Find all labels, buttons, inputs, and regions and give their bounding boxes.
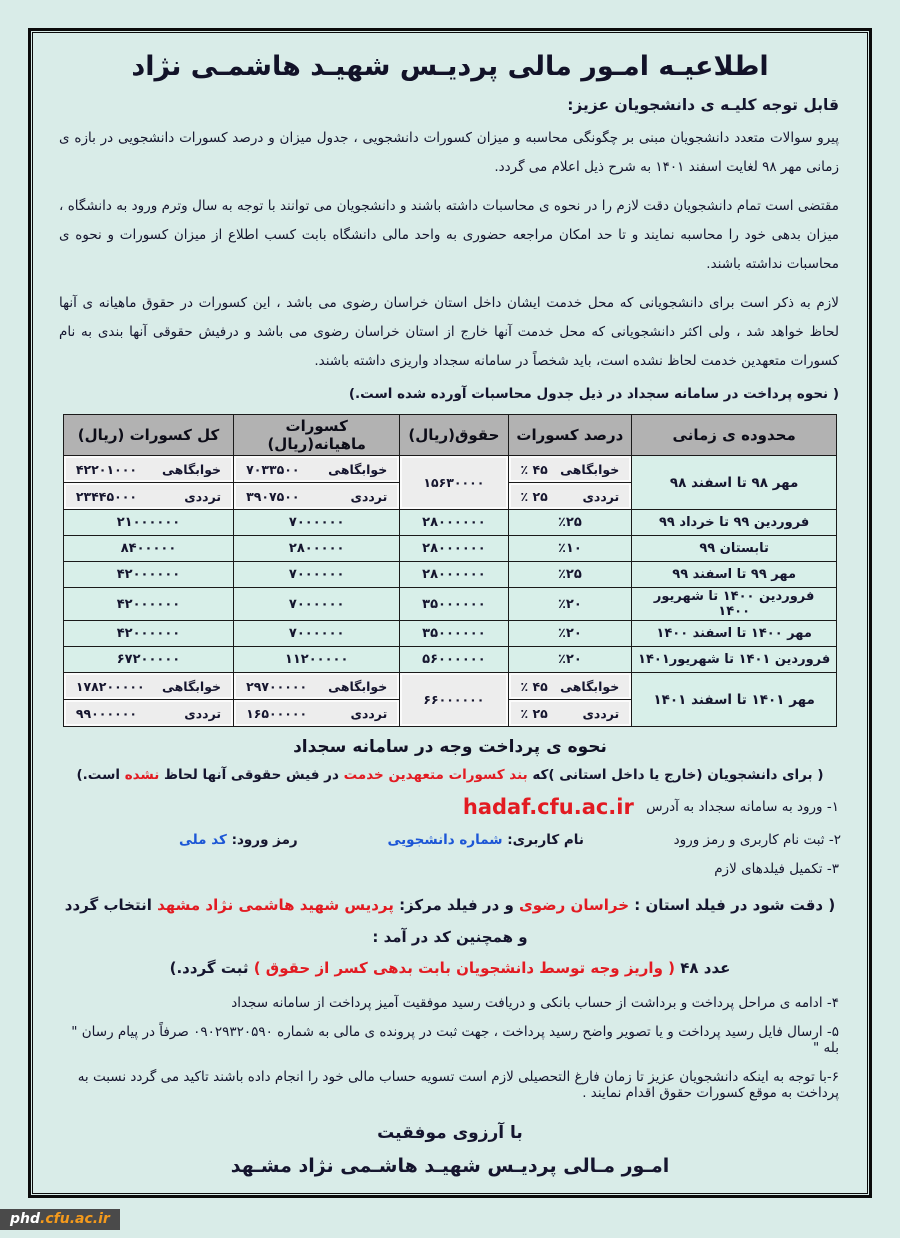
percent-cell xyxy=(508,588,632,621)
commute-label: ترددی xyxy=(184,488,222,504)
monthly-hostel-cell xyxy=(234,456,400,483)
hostel-label: خوابگاهی xyxy=(161,461,222,477)
monthly-cell: ۷۰۰۰۰۰۰ xyxy=(234,588,400,621)
total-value: ۹۹۰۰۰۰۰۰ xyxy=(75,705,137,721)
table-header-row xyxy=(63,415,836,456)
table-row xyxy=(63,647,836,673)
note-text: است.) xyxy=(76,767,125,784)
attention-code-description: ( واریز وجه توسط دانشجویان بابت بدهی کسر از حقوق ) xyxy=(253,959,675,978)
step-1-text: ۱- ورود به سامانه سجداد به آدرس xyxy=(646,799,839,816)
period-cell: تابستان ۹۹ xyxy=(632,536,837,562)
percent-cell xyxy=(508,510,632,536)
period-cell: مهر ۱۴۰۱ تا اسفند ۱۴۰۱ xyxy=(632,673,837,727)
total-value: ۴۲۲۰۱۰۰۰ xyxy=(75,461,137,477)
monthly-value: ۱۶۵۰۰۰۰۰ xyxy=(246,705,308,721)
paragraph-intro: پیرو سوالات متعدد دانشجویان مبنی بر چگونگی محاسبه و میزان کسورات دانشجویی ، جدول میزان و درصد کسورات دانشجویی در بازه ی زمانی مهر ۹۸ لغایت اسفند ۱۴۰۱ به شرح ذیل اعلام می گردد. xyxy=(59,130,839,176)
attention-center-value: پردیس شهید هاشمی نژاد مشهد xyxy=(157,896,394,915)
table-row xyxy=(63,456,836,483)
monthly-value: ۲۹۷۰۰۰۰۰ xyxy=(246,678,308,694)
percent-cell xyxy=(508,647,632,673)
step-4: ۴- ادامه ی مراحل پرداخت و برداشت از حساب بانکی و دریافت رسید موفقیت آمیز پرداخت از سامانه سجداد xyxy=(231,994,839,1011)
percent-value: ٪۱۰ xyxy=(557,541,582,557)
total-cell: ۴۲۰۰۰۰۰۰ xyxy=(63,588,233,621)
monthly-cell: ۲۸۰۰۰۰۰ xyxy=(234,536,400,562)
period-cell: فروردین ۱۴۰۱ تا شهریور۱۴۰۱ xyxy=(632,647,837,673)
footer-wish: با آرزوی موفقیت xyxy=(377,1122,523,1143)
monthly-cell: ۱۱۲۰۰۰۰۰ xyxy=(234,647,400,673)
commute-label: ترددی xyxy=(582,488,620,504)
note-text: در فیش حقوقی آنها لحاظ xyxy=(159,767,344,784)
hostel-label: خوابگاهی xyxy=(328,678,388,694)
attention-block xyxy=(59,890,841,985)
hostel-label: خوابگاهی xyxy=(161,678,222,694)
table-row xyxy=(63,562,836,588)
header-total: کل کسورات (ریال) xyxy=(63,415,233,456)
total-commute-cell xyxy=(63,700,233,727)
attention-text: انتخاب گردد و همچنین کد در آمد : xyxy=(64,896,528,946)
header-period: محدوده ی زمانی xyxy=(632,415,837,456)
salutation-line: قابل توجه کلیـه ی دانشجویان عزیز: xyxy=(567,96,839,114)
username-label: نام کاربری: xyxy=(507,832,584,849)
salary-cell: ۱۵۶۳۰۰۰۰ xyxy=(400,456,508,510)
percent-cell xyxy=(508,562,632,588)
monthly-value: ۷۰۳۳۵۰۰ xyxy=(246,461,300,477)
monthly-cell: ۷۰۰۰۰۰۰ xyxy=(234,562,400,588)
commute-label: ترددی xyxy=(184,705,222,721)
percent-cell xyxy=(508,621,632,647)
table-row xyxy=(63,673,836,700)
notice-content xyxy=(32,32,868,1194)
total-cell: ۴۲۰۰۰۰۰۰ xyxy=(63,562,233,588)
note-text: ( برای دانشجویان (خارج یا داخل استانی )که xyxy=(527,767,824,784)
salary-cell: ۲۸۰۰۰۰۰۰ xyxy=(400,562,508,588)
table-reference-note: ( نحوه پرداخت در سامانه سجداد در ذیل جدول محاسبات آورده شده است.) xyxy=(348,386,839,403)
password-value: کد ملی xyxy=(179,832,232,849)
note-red-deduction-clause: بند کسورات متعهدین خدمت xyxy=(343,767,528,784)
period-cell: فروردین ۹۹ تا خرداد ۹۹ xyxy=(632,510,837,536)
password-field-info xyxy=(179,832,298,848)
commute-label: ترددی xyxy=(582,705,620,721)
percent-value: ٪ ۴۵ xyxy=(520,461,548,477)
total-value: ۱۷۸۲۰۰۰۰۰ xyxy=(75,678,145,694)
payment-section-heading: نحوه ی پرداخت وجه در سامانه سجداد xyxy=(293,737,607,758)
monthly-hostel-cell xyxy=(234,673,400,700)
monthly-commute-cell xyxy=(234,700,400,727)
percent-value: ٪۲۰ xyxy=(557,652,582,668)
monthly-commute-cell xyxy=(234,483,400,510)
attention-text: و در فیلد مرکز: xyxy=(393,896,520,915)
step-6: ۶-با توجه به اینکه دانشجویان عزیز تا زمان فارغ التحصیلی لازم است تسویه حساب مالی خود را انجام داده باشند تاکید می گردد نسبت به پرداخت به موقع کسورات حقوق اقدام نمایند . xyxy=(77,1068,839,1101)
period-cell: مهر ۹۸ تا اسفند ۹۸ xyxy=(632,456,837,510)
percent-value: ٪۲۰ xyxy=(557,596,582,612)
salary-cell: ۵۶۰۰۰۰۰۰ xyxy=(400,647,508,673)
percent-value: ٪۲۵ xyxy=(557,567,582,583)
salary-cell: ۳۵۰۰۰۰۰۰ xyxy=(400,588,508,621)
step-3: ۳- تکمیل فیلدهای لازم xyxy=(714,861,839,878)
table-row xyxy=(63,588,836,621)
salary-cell: ۲۸۰۰۰۰۰۰ xyxy=(400,510,508,536)
watermark-prefix: phd xyxy=(10,1211,41,1227)
commute-label: ترددی xyxy=(350,705,388,721)
percent-value: ٪۲۰ xyxy=(557,626,582,642)
page-border-frame xyxy=(28,28,872,1198)
header-salary: حقوق(ریال) xyxy=(400,415,508,456)
site-watermark xyxy=(0,1209,120,1230)
attention-text: ثبت گردد.) xyxy=(169,959,254,978)
paragraph-service-location: لازم به ذکر است برای دانشجویانی که محل خدمت ایشان داخل استان خراسان رضوی می باشد ، این کسورات در حقوق ماهیانه ی آنها لحاظ خواهد شد ، ولی اکثر دانشجویانی که محل خدمت آنها خارج از استان خراسان رضوی می باشد و درفیش حقوقی آنها بندی به نام کسورات متعهدین خدمت لحاظ نشده است، باید شخصاً در سامانه سجداد واریزی داشته باشند. xyxy=(59,295,839,370)
header-monthly: کسورات ماهیانه(ریال) xyxy=(234,415,400,456)
period-cell: مهر ۹۹ تا اسفند ۹۹ xyxy=(632,562,837,588)
monthly-value: ۳۹۰۷۵۰۰ xyxy=(246,488,300,504)
hostel-label: خوابگاهی xyxy=(560,461,620,477)
attention-text: ( دقت شود در فیلد استان : xyxy=(629,896,836,915)
step-1 xyxy=(59,795,839,819)
total-cell: ۴۲۰۰۰۰۰۰ xyxy=(63,621,233,647)
table-row xyxy=(63,510,836,536)
commute-label: ترددی xyxy=(350,488,388,504)
total-hostel-cell xyxy=(63,673,233,700)
step-2 xyxy=(59,832,841,848)
header-percent: درصد کسورات xyxy=(508,415,632,456)
attention-code-text: عدد ۴۸ xyxy=(674,959,731,978)
percent-value: ٪ ۲۵ xyxy=(520,488,548,504)
sajdad-url-link[interactable]: hadaf.cfu.ac.ir xyxy=(462,795,634,820)
total-cell: ۸۴۰۰۰۰۰ xyxy=(63,536,233,562)
attention-province-value: خراسان رضوی xyxy=(519,896,630,915)
step-2-text: ۲- ثبت نام کاربری و رمز ورود xyxy=(673,832,841,849)
percent-value: ٪۲۵ xyxy=(557,515,582,531)
monthly-cell: ۷۰۰۰۰۰۰ xyxy=(234,510,400,536)
total-cell: ۶۷۲۰۰۰۰۰ xyxy=(63,647,233,673)
paragraph-caution: مقتضی است تمام دانشجویان دقت لازم را در نحوه ی محاسبات داشته باشند و دانشجویان می توانند با توجه به سال وترم ورود به دانشگاه ، میزان بدهی خود را محاسبه نمایند و تا حد امکان مراجعه حضوری به واحد مالی دانشگاه بابت کسب اطلاع از میزان کسورات و نحوه ی محاسبات نداشته باشند. xyxy=(59,198,839,273)
monthly-cell: ۷۰۰۰۰۰۰ xyxy=(234,621,400,647)
total-value: ۲۳۴۴۵۰۰۰ xyxy=(75,488,137,504)
note-red-nashodeh: نشده xyxy=(124,767,160,784)
percent-hostel-cell xyxy=(508,673,632,700)
deductions-table xyxy=(63,414,837,727)
hostel-label: خوابگاهی xyxy=(328,461,388,477)
username-value: شماره دانشجویی xyxy=(387,832,508,849)
watermark-suffix: .cfu.ac.ir xyxy=(40,1211,110,1227)
hostel-label: خوابگاهی xyxy=(560,678,620,694)
step-5: ۵- ارسال فایل رسید پرداخت و یا تصویر واضح رسید پرداخت ، جهت ثبت در پرونده ی مالی به شماره ۰۹۰۲۹۳۲۰۵۹۰ صرفاً در پیام رسان " بله " xyxy=(71,1023,839,1056)
percent-cell xyxy=(508,536,632,562)
notice-title: اطلاعیـه امـور مالی پردیـس شهیـد هاشمـی نژاد xyxy=(131,51,769,82)
period-cell: مهر ۱۴۰۰ تا اسفند ۱۴۰۰ xyxy=(632,621,837,647)
table-row xyxy=(63,621,836,647)
salary-cell: ۳۵۰۰۰۰۰۰ xyxy=(400,621,508,647)
salary-cell: ۲۸۰۰۰۰۰۰ xyxy=(400,536,508,562)
password-label: رمز ورود: xyxy=(231,832,298,849)
percent-commute-cell xyxy=(508,483,632,510)
username-field-info xyxy=(387,832,584,848)
percent-value: ٪ ۲۵ xyxy=(520,705,548,721)
percent-value: ٪ ۴۵ xyxy=(520,678,548,694)
table-row xyxy=(63,536,836,562)
percent-commute-cell xyxy=(508,700,632,727)
total-cell: ۲۱۰۰۰۰۰۰ xyxy=(63,510,233,536)
payment-note xyxy=(59,767,841,783)
percent-hostel-cell xyxy=(508,456,632,483)
total-hostel-cell xyxy=(63,456,233,483)
salary-cell: ۶۶۰۰۰۰۰۰ xyxy=(400,673,508,727)
period-cell: فروردین ۱۴۰۰ تا شهریور ۱۴۰۰ xyxy=(632,588,837,621)
total-commute-cell xyxy=(63,483,233,510)
footer-signature: امـور مـالی پردیـس شهیـد هاشـمی نژاد مشـهد xyxy=(230,1154,670,1177)
